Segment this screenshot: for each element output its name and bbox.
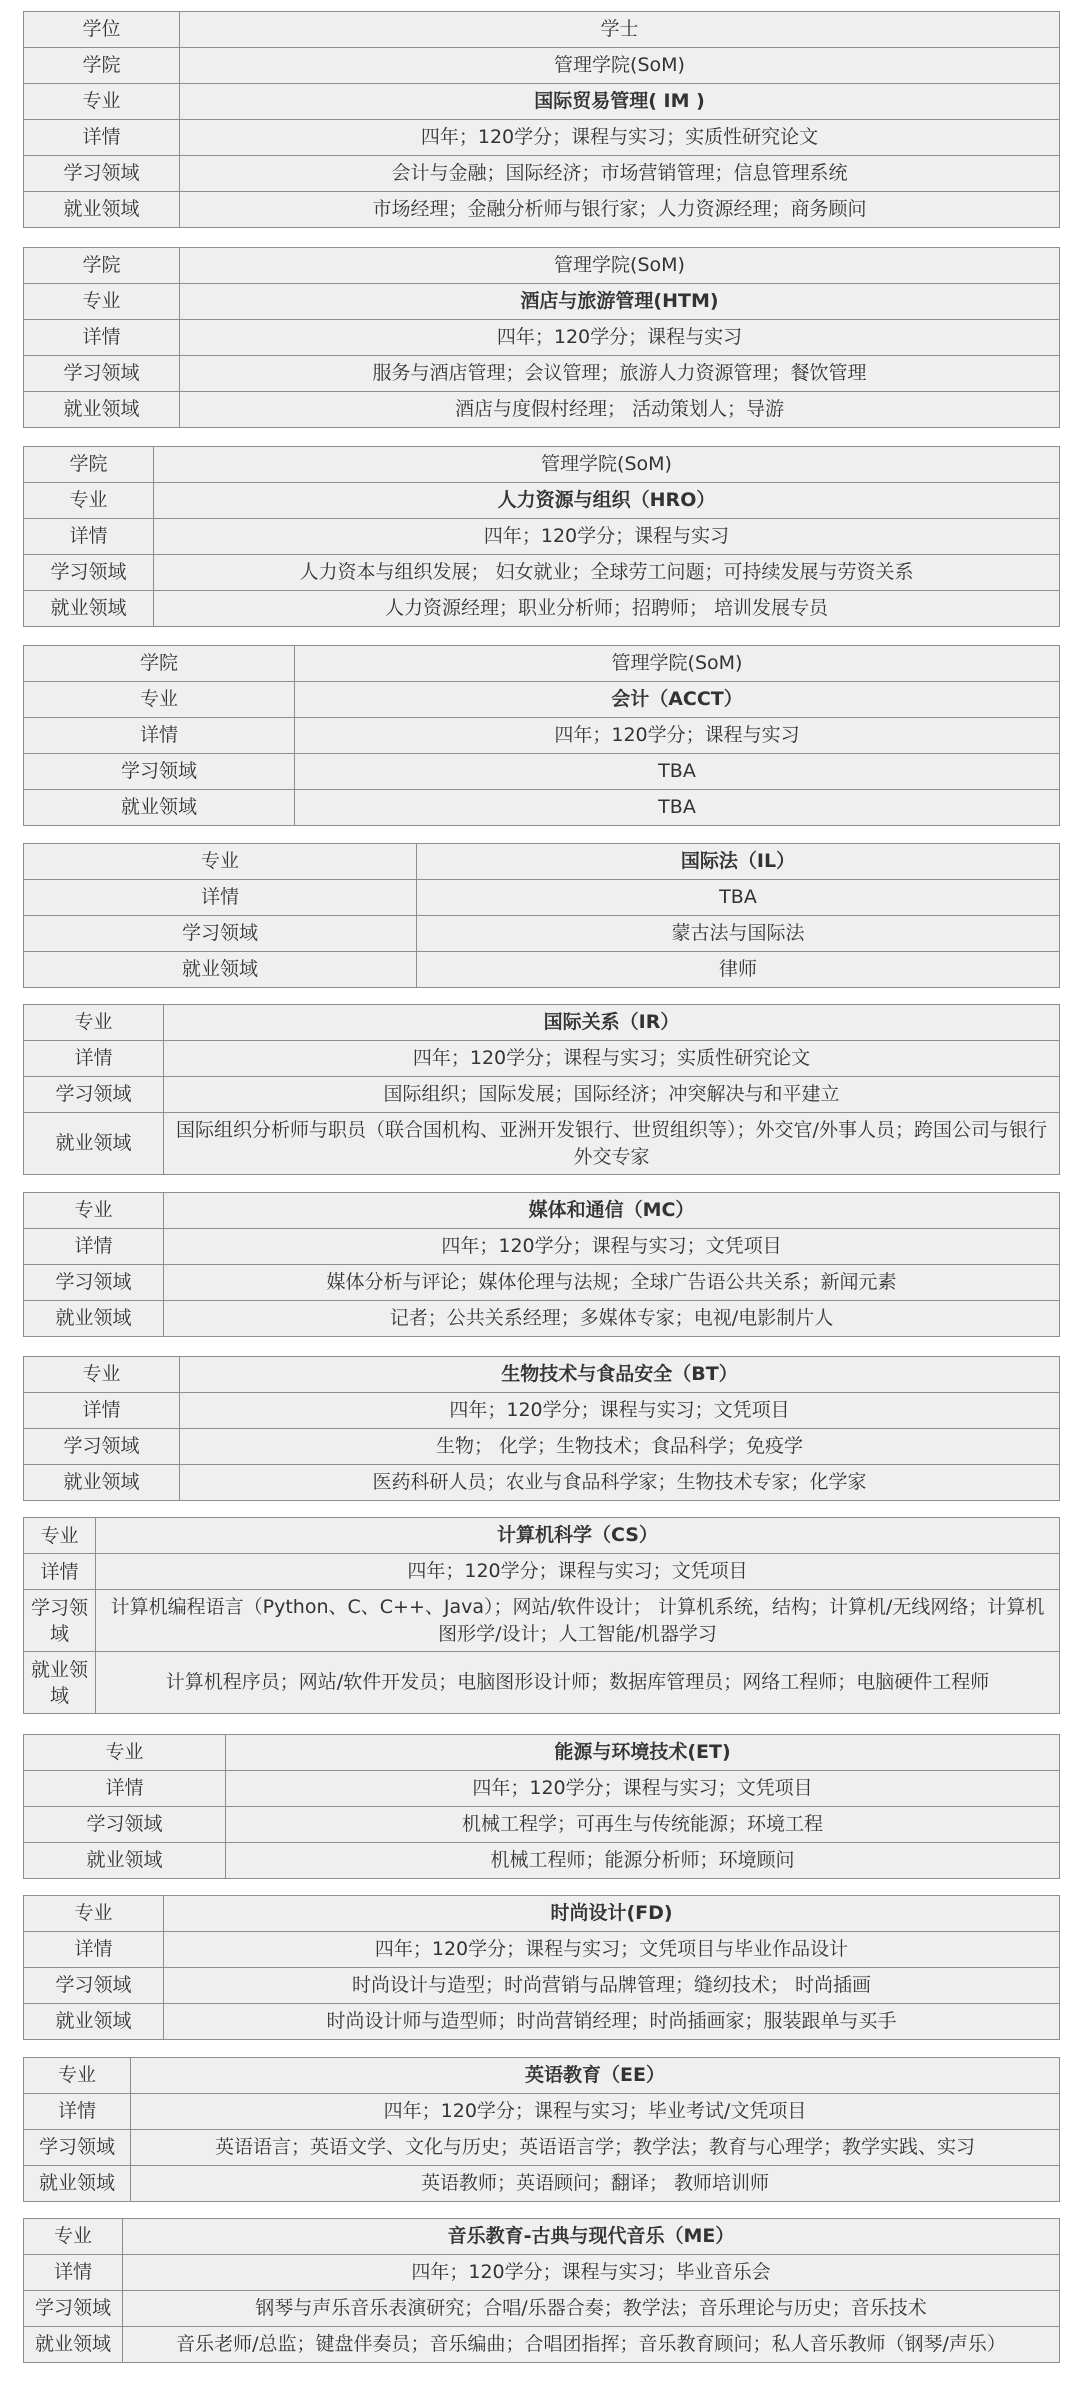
row-value: 四年；120学分；课程与实习 — [180, 320, 1060, 356]
program-name: 音乐教育-古典与现代音乐（ME） — [123, 2219, 1060, 2255]
table-row — [24, 1554, 1060, 1590]
table-row — [24, 790, 1060, 826]
row-label: 就业领域 — [24, 192, 180, 228]
row-label: 学院 — [24, 646, 295, 682]
row-value: 时尚设计与造型；时尚营销与品牌管理；缝纫技术； 时尚插画 — [164, 1968, 1060, 2004]
table-row — [24, 1005, 1060, 1041]
row-label: 专业 — [24, 1005, 164, 1041]
row-value: 四年；120学分；课程与实习；毕业音乐会 — [123, 2255, 1060, 2291]
table-row — [24, 952, 1060, 988]
table-row — [24, 1429, 1060, 1465]
program-table — [23, 645, 1060, 826]
row-label: 就业领域 — [24, 591, 154, 627]
row-label: 详情 — [24, 2255, 123, 2291]
table-row — [24, 1113, 1060, 1175]
row-label: 就业领域 — [24, 1301, 164, 1337]
row-value: 计算机程序员；网站/软件开发员；电脑图形设计师；数据库管理员；网络工程师；电脑硬件工程师 — [96, 1652, 1060, 1714]
table-row — [24, 844, 1060, 880]
row-label: 详情 — [24, 1771, 226, 1807]
row-label: 就业领域 — [24, 392, 180, 428]
row-label: 详情 — [24, 120, 180, 156]
row-label: 学院 — [24, 447, 154, 483]
table-row — [24, 2166, 1060, 2202]
row-value: 市场经理；金融分析师与银行家；人力资源经理；商务顾问 — [180, 192, 1060, 228]
table-row — [24, 284, 1060, 320]
program-table — [23, 2218, 1060, 2363]
program-table — [23, 843, 1060, 988]
table-row — [24, 192, 1060, 228]
row-value: 四年；120学分；课程与实习；文凭项目 — [96, 1554, 1060, 1590]
row-label: 学习领域 — [24, 1590, 96, 1652]
program-name: 媒体和通信（MC） — [164, 1193, 1060, 1229]
program-name: 能源与环境技术(ET) — [226, 1735, 1060, 1771]
row-value: 国际组织；国际发展；国际经济；冲突解决与和平建立 — [164, 1077, 1060, 1113]
row-value: 机械工程师；能源分析师；环境顾问 — [226, 1843, 1060, 1879]
table-row — [24, 356, 1060, 392]
row-value: 四年；120学分；课程与实习；文凭项目 — [226, 1771, 1060, 1807]
table-row — [24, 320, 1060, 356]
row-value: 计算机编程语言（Python、C、C++、Java）；网站/软件设计； 计算机系统，结构；计算机/无线网络；计算机图形学/设计；人工智能/机器学习 — [96, 1590, 1060, 1652]
row-value: 四年；120学分；课程与实习；实质性研究论文 — [164, 1041, 1060, 1077]
row-value: 四年；120学分；课程与实习；毕业考试/文凭项目 — [131, 2094, 1060, 2130]
row-value: 时尚设计师与造型师；时尚营销经理；时尚插画家；服装跟单与买手 — [164, 2004, 1060, 2040]
row-value: 四年；120学分；课程与实习；文凭项目 — [164, 1229, 1060, 1265]
program-name: 酒店与旅游管理(HTM) — [180, 284, 1060, 320]
row-label: 就业领域 — [24, 1652, 96, 1714]
row-label: 专业 — [24, 1896, 164, 1932]
row-label: 详情 — [24, 1932, 164, 1968]
table-row — [24, 2291, 1060, 2327]
program-table — [23, 1192, 1060, 1337]
row-label: 学习领域 — [24, 1265, 164, 1301]
table-row — [24, 519, 1060, 555]
table-row — [24, 916, 1060, 952]
table-row — [24, 1518, 1060, 1554]
table-row — [24, 1265, 1060, 1301]
row-label: 详情 — [24, 1041, 164, 1077]
table-row — [24, 84, 1060, 120]
row-label: 专业 — [24, 1357, 180, 1393]
table-row — [24, 591, 1060, 627]
table-row — [24, 1301, 1060, 1337]
row-label: 专业 — [24, 2219, 123, 2255]
row-label: 就业领域 — [24, 1465, 180, 1501]
table-row — [24, 447, 1060, 483]
row-value: 管理学院(SoM) — [180, 248, 1060, 284]
table-row — [24, 156, 1060, 192]
table-row — [24, 392, 1060, 428]
row-value: 四年；120学分；课程与实习 — [295, 718, 1060, 754]
table-row — [24, 48, 1060, 84]
row-label: 专业 — [24, 682, 295, 718]
row-value: 生物； 化学；生物技术；食品科学；免疫学 — [180, 1429, 1060, 1465]
row-value: TBA — [295, 790, 1060, 826]
table-row — [24, 2327, 1060, 2363]
row-label: 详情 — [24, 880, 417, 916]
row-label: 就业领域 — [24, 1843, 226, 1879]
program-table — [23, 2057, 1060, 2202]
row-value: 四年；120学分；课程与实习 — [154, 519, 1060, 555]
row-value: 音乐老师/总监；键盘伴奏员；音乐编曲；合唱团指挥；音乐教育顾问；私人音乐教师（钢琴/声乐） — [123, 2327, 1060, 2363]
row-label: 专业 — [24, 1735, 226, 1771]
table-row — [24, 1932, 1060, 1968]
program-table — [23, 1517, 1060, 1714]
program-table — [23, 247, 1060, 428]
row-value: 英语教师；英语顾问；翻译； 教师培训师 — [131, 2166, 1060, 2202]
row-label: 就业领域 — [24, 2004, 164, 2040]
row-label: 详情 — [24, 2094, 131, 2130]
row-value: 钢琴与声乐音乐表演研究；合唱/乐器合奏；教学法；音乐理论与历史；音乐技术 — [123, 2291, 1060, 2327]
table-row — [24, 12, 1060, 48]
row-value: TBA — [295, 754, 1060, 790]
table-row — [24, 1465, 1060, 1501]
table-row — [24, 483, 1060, 519]
table-row — [24, 1393, 1060, 1429]
table-row — [24, 1590, 1060, 1652]
row-label: 详情 — [24, 718, 295, 754]
program-name: 人力资源与组织（HRO） — [154, 483, 1060, 519]
row-label: 学习领域 — [24, 916, 417, 952]
row-value: 学士 — [180, 12, 1060, 48]
program-name: 时尚设计(FD) — [164, 1896, 1060, 1932]
program-name: 国际贸易管理( IM ) — [180, 84, 1060, 120]
row-value: TBA — [417, 880, 1060, 916]
row-label: 就业领域 — [24, 1113, 164, 1175]
row-value: 律师 — [417, 952, 1060, 988]
program-name: 国际关系（IR） — [164, 1005, 1060, 1041]
row-value: 四年；120学分；课程与实习；文凭项目与毕业作品设计 — [164, 1932, 1060, 1968]
table-row — [24, 1735, 1060, 1771]
row-label: 就业领域 — [24, 2327, 123, 2363]
row-value: 会计与金融；国际经济；市场营销管理；信息管理系统 — [180, 156, 1060, 192]
program-name: 国际法（IL） — [417, 844, 1060, 880]
row-value: 医药科研人员；农业与食品科学家；生物技术专家；化学家 — [180, 1465, 1060, 1501]
table-row — [24, 2004, 1060, 2040]
row-label: 专业 — [24, 284, 180, 320]
row-label: 学位 — [24, 12, 180, 48]
table-row — [24, 2058, 1060, 2094]
row-label: 详情 — [24, 1554, 96, 1590]
row-label: 学习领域 — [24, 356, 180, 392]
row-label: 详情 — [24, 320, 180, 356]
row-label: 学习领域 — [24, 1429, 180, 1465]
table-row — [24, 120, 1060, 156]
row-label: 专业 — [24, 84, 180, 120]
table-row — [24, 2130, 1060, 2166]
row-label: 专业 — [24, 2058, 131, 2094]
row-label: 学习领域 — [24, 156, 180, 192]
table-row — [24, 1896, 1060, 1932]
row-value: 蒙古法与国际法 — [417, 916, 1060, 952]
row-value: 管理学院(SoM) — [154, 447, 1060, 483]
table-row — [24, 1357, 1060, 1393]
row-value: 人力资本与组织发展； 妇女就业；全球劳工问题；可持续发展与劳资关系 — [154, 555, 1060, 591]
table-row — [24, 1652, 1060, 1714]
table-row — [24, 682, 1060, 718]
program-table — [23, 1356, 1060, 1501]
table-row — [24, 1771, 1060, 1807]
row-label: 学院 — [24, 48, 180, 84]
row-label: 学习领域 — [24, 1807, 226, 1843]
table-row — [24, 2219, 1060, 2255]
table-row — [24, 1807, 1060, 1843]
row-label: 学习领域 — [24, 2130, 131, 2166]
row-label: 就业领域 — [24, 952, 417, 988]
table-row — [24, 2255, 1060, 2291]
row-label: 专业 — [24, 483, 154, 519]
row-label: 学习领域 — [24, 1077, 164, 1113]
table-row — [24, 1041, 1060, 1077]
program-table — [23, 1004, 1060, 1175]
row-value: 国际组织分析师与职员（联合国机构、亚洲开发银行、世贸组织等）；外交官/外事人员；跨国公司与银行外交专家 — [164, 1113, 1060, 1175]
row-label: 详情 — [24, 519, 154, 555]
row-label: 专业 — [24, 1518, 96, 1554]
row-label: 学习领域 — [24, 754, 295, 790]
row-value: 记者；公共关系经理；多媒体专家；电视/电影制片人 — [164, 1301, 1060, 1337]
row-label: 详情 — [24, 1393, 180, 1429]
program-name: 会计（ACCT） — [295, 682, 1060, 718]
table-row — [24, 1077, 1060, 1113]
table-row — [24, 2094, 1060, 2130]
row-value: 酒店与度假村经理； 活动策划人；导游 — [180, 392, 1060, 428]
table-row — [24, 555, 1060, 591]
table-row — [24, 646, 1060, 682]
row-value: 英语语言；英语文学、文化与历史；英语语言学；教学法；教育与心理学；教学实践、实习 — [131, 2130, 1060, 2166]
row-label: 专业 — [24, 844, 417, 880]
row-value: 人力资源经理；职业分析师；招聘师； 培训发展专员 — [154, 591, 1060, 627]
table-row — [24, 880, 1060, 916]
row-value: 四年；120学分；课程与实习；文凭项目 — [180, 1393, 1060, 1429]
table-row — [24, 718, 1060, 754]
table-row — [24, 1968, 1060, 2004]
row-value: 管理学院(SoM) — [295, 646, 1060, 682]
row-label: 学习领域 — [24, 555, 154, 591]
program-name: 生物技术与食品安全（BT） — [180, 1357, 1060, 1393]
row-label: 就业领域 — [24, 790, 295, 826]
table-row — [24, 754, 1060, 790]
program-table — [23, 446, 1060, 627]
row-label: 学习领域 — [24, 2291, 123, 2327]
row-label: 学习领域 — [24, 1968, 164, 2004]
table-row — [24, 1193, 1060, 1229]
table-row — [24, 248, 1060, 284]
row-value: 四年；120学分；课程与实习；实质性研究论文 — [180, 120, 1060, 156]
row-label: 专业 — [24, 1193, 164, 1229]
program-name: 英语教育（EE） — [131, 2058, 1060, 2094]
row-value: 媒体分析与评论；媒体伦理与法规；全球广告语公共关系；新闻元素 — [164, 1265, 1060, 1301]
table-row — [24, 1843, 1060, 1879]
row-value: 机械工程学；可再生与传统能源；环境工程 — [226, 1807, 1060, 1843]
row-label: 学院 — [24, 248, 180, 284]
program-name: 计算机科学（CS） — [96, 1518, 1060, 1554]
row-label: 就业领域 — [24, 2166, 131, 2202]
row-value: 服务与酒店管理；会议管理；旅游人力资源管理；餐饮管理 — [180, 356, 1060, 392]
table-row — [24, 1229, 1060, 1265]
row-value: 管理学院(SoM) — [180, 48, 1060, 84]
row-label: 详情 — [24, 1229, 164, 1265]
program-table — [23, 11, 1060, 228]
program-table — [23, 1734, 1060, 1879]
program-table — [23, 1895, 1060, 2040]
